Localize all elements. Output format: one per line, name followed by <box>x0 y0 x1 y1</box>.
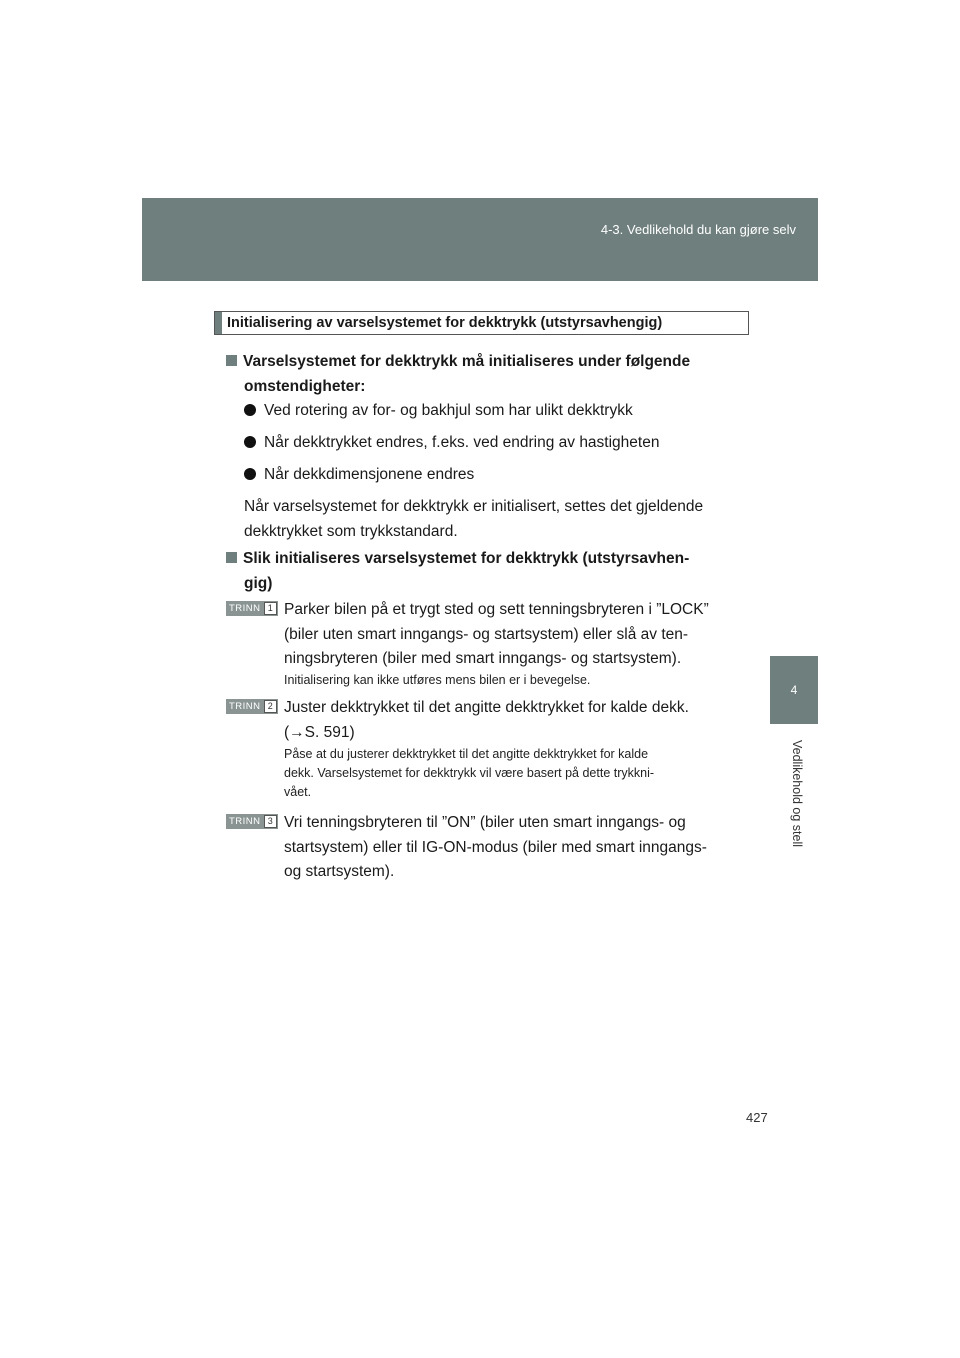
step-1-text: Parker bilen på et trygt sted og sett tenningsbryteren i ”LOCK” (biler uten smart inngangs- og startsystem) eller slå av ten- ningsbryteren (biler med smart inngangs- og startsystem). <box>284 601 709 667</box>
section-circumstances <box>226 349 746 399</box>
step-2-note: Påse at du justerer dekktrykket til det angitte dekktrykket for kalde dekk. Varselsystemet for dekktrykk vil være basert på dette trykkni- vået. <box>284 747 655 799</box>
step-badge-2: TRINN 2 <box>226 699 278 714</box>
bullet-list <box>244 401 744 485</box>
section-title: 4-3. Vedlikehold du kan gjøre selv <box>600 222 796 237</box>
section-heading-cont: omstendigheter: <box>244 378 366 395</box>
bullet-icon <box>244 404 256 416</box>
step-badge-3: TRINN 3 <box>226 814 278 829</box>
section-heading: Varselsystemet for dekktrykk må initialiseres under følgende <box>226 349 746 374</box>
square-bullet-icon <box>226 355 237 366</box>
section-heading-cont: gig) <box>244 575 273 592</box>
bullet-icon <box>244 436 256 448</box>
list-item: Når dekkdimensjonene endres <box>244 465 744 485</box>
step-2-text: Juster dekktrykket til det angitte dekktrykket for kalde dekk. (→S. 591) <box>284 699 689 741</box>
list-item: Når dekktrykket endres, f.eks. ved endring av hastigheten <box>244 433 744 453</box>
bullet-icon <box>244 468 256 480</box>
chapter-tab: 4 <box>770 656 818 724</box>
header-band <box>142 198 818 281</box>
step-badge-1: TRINN 1 <box>226 601 278 616</box>
topic-title: Initialisering av varselsystemet for dekktrykk (utstyrsavhengig) <box>227 315 663 331</box>
list-item: Ved rotering av for- og bakhjul som har ulikt dekktrykk <box>244 401 744 421</box>
chapter-label: Vedlikehold og stell <box>790 740 804 848</box>
title-bar-accent <box>215 312 222 334</box>
step-1-note: Initialisering kan ikke utføres mens bilen er i bevegelse. <box>284 673 591 687</box>
square-bullet-icon <box>226 552 237 563</box>
topic-title-box <box>214 311 749 335</box>
info-paragraph: Når varselsystemet for dekktrykk er initialisert, settes det gjeldende dekktrykket som trykkstandard. <box>244 498 704 540</box>
step-3-text: Vri tenningsbryteren til ”ON” (biler uten smart inngangs- og startsystem) eller til IG-ON-modus (biler med smart inngangs- og startsystem). <box>284 814 707 880</box>
section-heading: Slik initialiseres varselsystemet for dekktrykk (utstyrsavhen- <box>226 546 746 571</box>
page-number: 427 <box>746 1110 768 1125</box>
section-procedure <box>226 546 746 596</box>
